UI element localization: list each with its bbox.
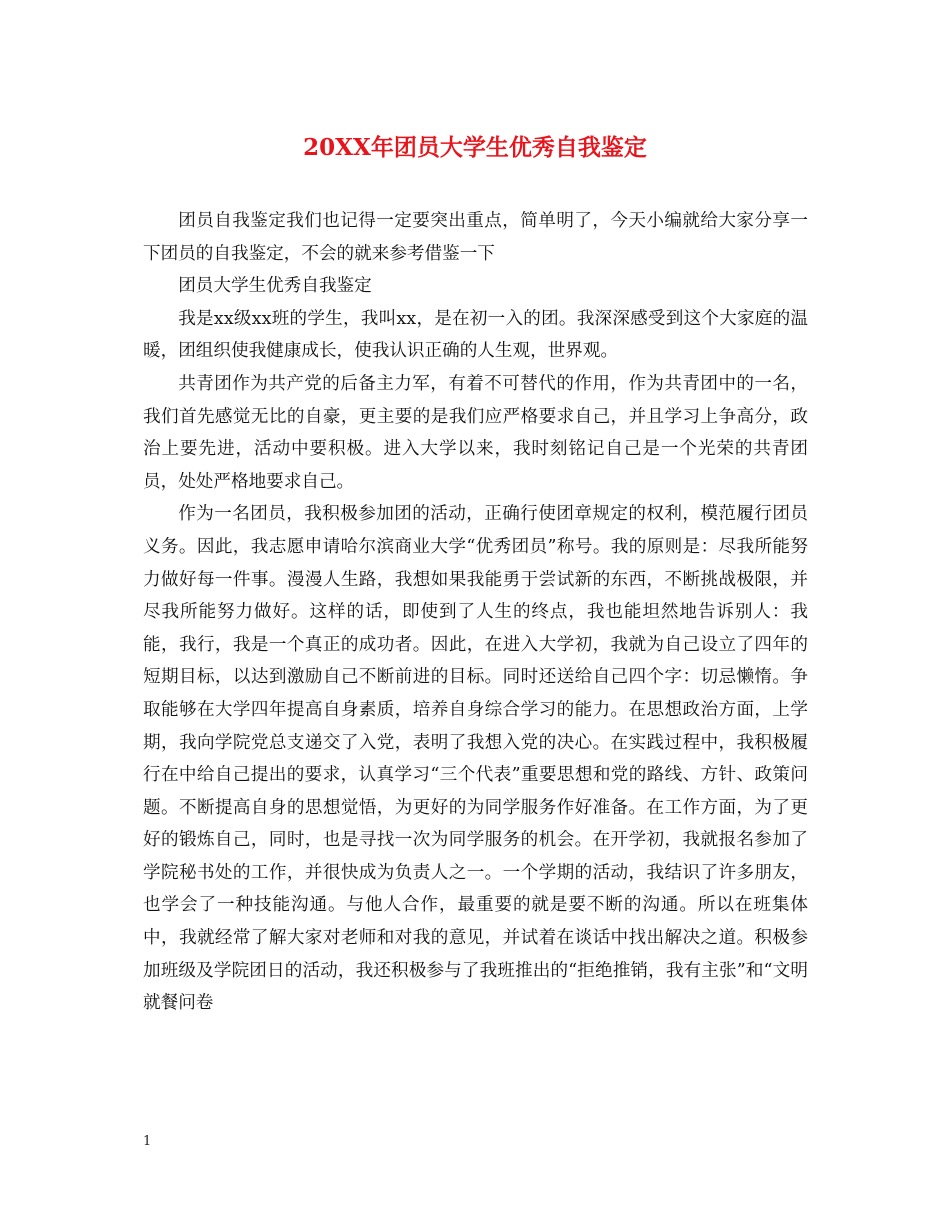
page-number: 1 <box>143 1134 152 1149</box>
document-title: 20XX年团员大学生优秀自我鉴定 <box>303 134 647 161</box>
document-body <box>143 205 808 1020</box>
paragraph-activities: 作为一名团员，我积极参加团的活动，正确行使团章规定的权利，模范履行团员义务。因此，我志愿申请哈尔滨商业大学“优秀团员”称号。我的原则是：尽我所能努力做好每一件事。漫漫人生路，我想如果我能勇于尝试新的东西，不断挑战极限，并尽我所能努力做好。这样的话，即使到了人生的终点，我也能坦然地告诉别人：我能，我行，我是一个真正的成功者。因此，在进入大学初，我就为自己设立了四年的短期目标，以达到激励自己不断前进的目标。同时还送给自己四个字：切忌懒惰。争取能够在大学四年提高自身素质，培养自身综合学习的能力。在思想政治方面，上学期，我向学院党总支递交了入党，表明了我想入党的决心。在实践过程中，我积极履行在中给自己提出的要求，认真学习“三个代表”重要思想和党的路线、方针、政策问题。不断提高自身的思想觉悟，为更好的为同学服务作好准备。在工作方面，为了更好的锻炼自己，同时，也是寻找一次为同学服务的机会。在开学初，我就报名参加了学院秘书处的工作，并很快成为负责人之一。一个学期的活动，我结识了许多朋友，也学会了一种技能沟通。与他人合作，最重要的就是要不断的沟通。所以在班集体中，我就经常了解大家对老师和对我的意见，并试着在谈话中找出解决之道。积极参加班级及学院团日的活动，我还积极参与了我班推出的“拒绝推销，我有主张”和“文明就餐问卷 <box>143 504 808 1014</box>
paragraph-intro: 团员自我鉴定我们也记得一定要突出重点，简单明了，今天小编就给大家分享一下团员的自我鉴定，不会的就来参考借鉴一下 <box>143 211 808 264</box>
paragraph-subtitle: 团员大学生优秀自我鉴定 <box>178 276 372 297</box>
paragraph-league-role: 共青团作为共产党的后备主力军，有着不可替代的作用，作为共青团中的一名，我们首先感觉无比的自豪，更主要的是我们应严格要求自己，并且学习上争高分，政治上要先进，活动中要积极。进入大学以来，我时刻铭记自己是一个光荣的共青团员，处处严格地要求自己。 <box>143 373 808 492</box>
paragraph-self-intro: 我是xx级xx班的学生，我叫xx，是在初一入的团。我深深感受到这个大家庭的温暖，团组织使我健康成长，使我认识正确的人生观，世界观。 <box>143 308 808 362</box>
